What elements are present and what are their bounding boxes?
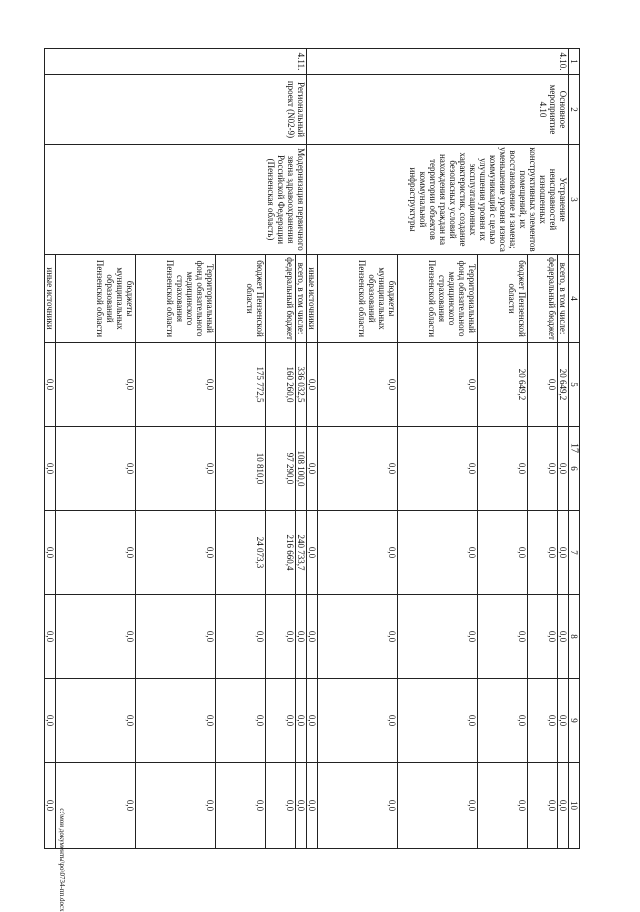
value-cell: 0,0: [45, 511, 56, 595]
header-cell: 7: [569, 511, 580, 595]
value-cell: 0,0: [45, 679, 56, 763]
funding-source: Территориальный фонд обязательного медицинского страхования Пензенской области: [136, 255, 216, 343]
header-cell: 3: [569, 145, 580, 255]
value-cell: 0,0: [296, 679, 307, 763]
event-description: Модернизация первичного звена здравоохранения Российской Федерации (Пензенская область): [45, 145, 307, 255]
funding-source: бюджет Пензенской области: [478, 255, 528, 343]
value-cell: 0,0: [307, 763, 318, 849]
value-cell: 0,0: [307, 343, 318, 427]
value-cell: 0,0: [318, 511, 398, 595]
value-cell: 0,0: [216, 679, 266, 763]
value-cell: 0,0: [136, 679, 216, 763]
value-cell: 0,0: [528, 427, 558, 511]
funding-source: всего, в том числе:: [558, 255, 569, 343]
value-cell: 0,0: [558, 427, 569, 511]
value-cell: 0,0: [307, 679, 318, 763]
value-cell: 0,0: [318, 763, 398, 849]
header-cell: 8: [569, 595, 580, 679]
value-cell: 0,0: [528, 343, 558, 427]
value-cell: 10 810,0: [216, 427, 266, 511]
funding-source: иные источники: [45, 255, 56, 343]
value-cell: 240 733,7: [296, 511, 307, 595]
value-cell: 0,0: [398, 763, 478, 849]
funding-source: федеральный бюджет: [266, 255, 296, 343]
value-cell: 0,0: [307, 427, 318, 511]
value-cell: 0,0: [296, 595, 307, 679]
footer-file-path: c:\мои документы\ро\0734-пп.docx: [58, 808, 66, 912]
value-cell: 0,0: [216, 763, 266, 849]
value-cell: 0,0: [136, 511, 216, 595]
value-cell: 0,0: [558, 763, 569, 849]
funding-source: Территориальный фонд обязательного медицинского страхования Пензенской области: [398, 255, 478, 343]
rotated-table-wrapper: [45, 48, 580, 848]
header-cell: 10: [569, 763, 580, 849]
value-cell: 0,0: [318, 679, 398, 763]
value-cell: 0,0: [478, 679, 528, 763]
value-cell: 0,0: [307, 595, 318, 679]
value-cell: 24 073,3: [216, 511, 266, 595]
value-cell: 0,0: [398, 511, 478, 595]
value-cell: 0,0: [478, 427, 528, 511]
header-row: [569, 49, 580, 849]
value-cell: 0,0: [45, 763, 56, 849]
funding-source: бюджеты муниципальных образований Пензенской области: [318, 255, 398, 343]
event-description: Устранение неисправностей изношенных конструктивных элементов помещений, их восстановление и замена; уменьшение уровня износа коммуникаций с целью улучшения уровня их эксплуатационных характеристик, создание безопасных условий нахождения граждан на территории объектов коммунальной инфраструктуры: [307, 145, 569, 255]
value-cell: 0,0: [56, 595, 136, 679]
funding-source: бюджет Пензенской области: [216, 255, 266, 343]
table-row: [296, 49, 307, 849]
financing-table: [44, 48, 580, 849]
value-cell: 97 290,0: [266, 427, 296, 511]
value-cell: 0,0: [307, 511, 318, 595]
value-cell: 0,0: [398, 595, 478, 679]
funding-source: всего, в том числе:: [296, 255, 307, 343]
value-cell: 0,0: [136, 343, 216, 427]
value-cell: 0,0: [318, 595, 398, 679]
value-cell: 175 772,5: [216, 343, 266, 427]
row-number: 4.11.: [45, 49, 307, 75]
header-cell: 1: [569, 49, 580, 75]
value-cell: 0,0: [398, 679, 478, 763]
value-cell: 0,0: [216, 595, 266, 679]
value-cell: 0,0: [136, 595, 216, 679]
value-cell: 0,0: [266, 763, 296, 849]
value-cell: 0,0: [136, 763, 216, 849]
value-cell: 0,0: [528, 511, 558, 595]
header-cell: 6: [569, 427, 580, 511]
value-cell: 0,0: [136, 427, 216, 511]
value-cell: 0,0: [318, 343, 398, 427]
value-cell: 0,0: [45, 427, 56, 511]
value-cell: 0,0: [398, 343, 478, 427]
value-cell: 0,0: [398, 427, 478, 511]
value-cell: 0,0: [528, 763, 558, 849]
value-cell: 336 032,5: [296, 343, 307, 427]
value-cell: 0,0: [45, 343, 56, 427]
value-cell: 0,0: [266, 679, 296, 763]
event-name: Основное мероприятие 4.10: [307, 75, 569, 145]
value-cell: 0,0: [56, 679, 136, 763]
value-cell: 0,0: [45, 595, 56, 679]
header-cell: 5: [569, 343, 580, 427]
value-cell: 0,0: [56, 511, 136, 595]
row-number: 4.10.: [307, 49, 569, 75]
funding-source: бюджеты муниципальных образований Пензенской области: [56, 255, 136, 343]
value-cell: 0,0: [56, 763, 136, 849]
value-cell: 0,0: [56, 427, 136, 511]
value-cell: 0,0: [528, 595, 558, 679]
value-cell: 216 660,4: [266, 511, 296, 595]
funding-source: иные источники: [307, 255, 318, 343]
value-cell: 0,0: [478, 763, 528, 849]
value-cell: 0,0: [296, 763, 307, 849]
value-cell: 0,0: [528, 679, 558, 763]
table-row: [558, 49, 569, 849]
value-cell: 0,0: [478, 595, 528, 679]
page-number: 17: [568, 443, 580, 453]
value-cell: 0,0: [318, 427, 398, 511]
value-cell: 0,0: [558, 595, 569, 679]
value-cell: 108 100,0: [296, 427, 307, 511]
header-cell: 4: [569, 255, 580, 343]
funding-source: федеральный бюджет: [528, 255, 558, 343]
value-cell: 0,0: [478, 511, 528, 595]
value-cell: 0,0: [558, 511, 569, 595]
value-cell: 0,0: [56, 343, 136, 427]
header-cell: 9: [569, 679, 580, 763]
value-cell: 20 649,2: [478, 343, 528, 427]
value-cell: 0,0: [558, 679, 569, 763]
value-cell: 160 260,0: [266, 343, 296, 427]
value-cell: 0,0: [266, 595, 296, 679]
event-name: Региональный проект (N02-9): [45, 75, 307, 145]
value-cell: 20 649,2: [558, 343, 569, 427]
header-cell: 2: [569, 75, 580, 145]
